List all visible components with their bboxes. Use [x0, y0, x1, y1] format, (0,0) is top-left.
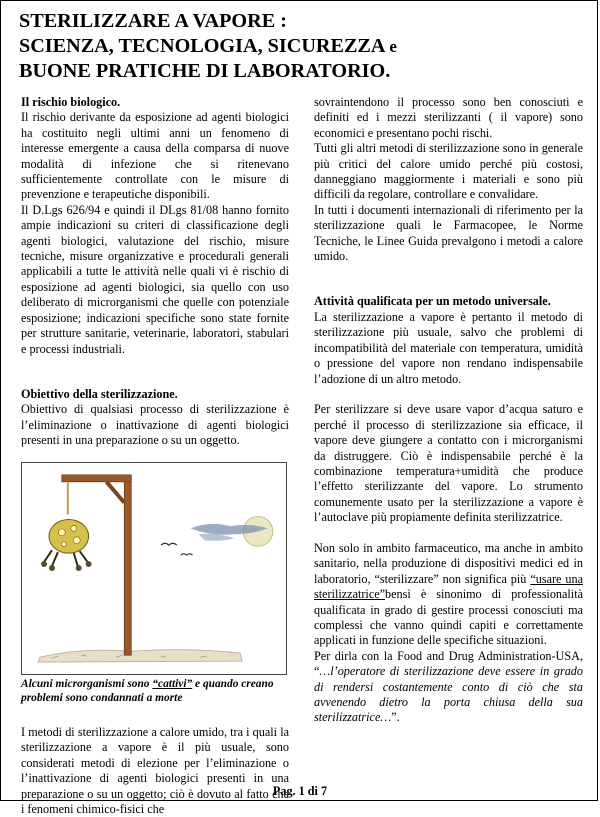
- page-title: [19, 9, 589, 84]
- paragraph-wet-heat-methods: I metodi di sterilizzazione a calore umido, tra i quali la sterilizzazione a vapore è il più usuale, sono considerati metodi di elezione per l’eliminazione o l’inattivazione di agenti biologici presenti in una preparazione o su un oggetto; ciò è dovuto al fatto che i fenomeni chimico-fisici che: [21, 724, 289, 816]
- paragraph-usual-method: La sterilizzazione a vapore è pertanto il metodo di sterilizzazione più usuale, salvo che problemi di incompatibilità del materiale con temperatura, umidità o pressione del vapore non rendano indispensabile l’adozione di un altro metodo.: [314, 309, 583, 386]
- professionalism-text-c: bensì è sinonimo di professionalità qualificata in grado di gestire processi conosciuti ma complessi che vanno quindi capiti e correttamente applicati in funzione delle specifiche situazioni.: [314, 587, 583, 648]
- right-column: [314, 95, 583, 726]
- paragraph-international-docs: In tutti i documenti internazionali di riferimento per la sterilizzazione quali le Farmacopee, le Norme Tecniche, le Linee Guida prevalgono i metodi a calore umido.: [314, 202, 583, 264]
- fda-text-c: ”.: [391, 710, 400, 725]
- heading-qualified-activity: Attività qualificata per un metodo universale.: [314, 294, 551, 309]
- paragraph-legislation: Il D.Lgs 626/94 e quindi il DLgs 81/08 hanno fornito ampie indicazioni su criteri di classificazione degli agenti biologici, valutazione del rischio, misure tecniche, misure organizzative e procedurali generali applicabili a tutte le attività nelle quali vi è rischio di esposizione ad agenti biologici, sia quello con uso deliberato di microrganismi che quelle con potenziale esposizione; indicazioni specifiche sono state fornite per strutture sanitarie, veterinarie, laboratori, stabulari e processi industriali.: [21, 202, 289, 356]
- professionalism-text-a: Non solo in ambito farmaceutico, ma anche in ambito sanitario, nella produzione di dispositivi medici ed in laboratorio, “sterilizzare” non significa più: [314, 540, 583, 586]
- illustration-caption: [21, 677, 289, 705]
- title-line-3: BUONE PRATICHE DI LABORATORIO.: [19, 60, 391, 82]
- paragraph-risk-intro: Il rischio derivante da esposizione ad agenti biologici ha costituito negli ultimi anni un fenomeno di interesse emergente a causa della comparsa di nuove modalità di infezione che si ritenevano sufficientemente controllate con le misure di prevenzione e terapeutiche disponibili.: [21, 110, 289, 202]
- paragraph-saturated-steam: Per sterilizzare si deve usare vapor d’acqua saturo e perché il processo di sterilizzazione sia efficace, il vapore deve giungere a contatto con i microrganismi da distruggere. Ciò è indispensabile perché è la combinazione temperatura+umidità che produce l’effetto sterilizzante del vapore. Lo strumento comunemente usato per la sterilizzazione a vapore è l’autoclave più propiamente definita sterilizzatrice.: [314, 402, 583, 525]
- title-line-2: SCIENZA, TECNOLOGIA, SICUREZZA: [19, 34, 390, 57]
- fda-quote-italic: …l’operatore di sterilizzazione deve essere in grado di rendersi costantemente conto di ciò che sta avvenendo dietro la porta chiusa della sua sterilizzatrice…: [314, 664, 583, 725]
- paragraph-other-methods: Tutti gli altri metodi di sterilizzazione sono in generale più critici del calore umido perché più costosi, danneggiano maggiormente i materiali e sono più difficili da regolare, controllare e convalidare.: [314, 141, 583, 202]
- gallows-microbe-illustration: [21, 462, 287, 675]
- paragraph-fda-quote: [314, 649, 583, 726]
- professionalism-underlined: “usare una sterilizzatrice”: [314, 571, 583, 602]
- fda-text-a: Per dirla con la Food and Drug Administration-USA, “: [314, 648, 583, 679]
- paragraph-processes: sovraintendono il processo sono ben conosciuti e definiti ed i mezzi sterilizzanti ( il vapore) sono economici e presentano pochi rischi.: [314, 95, 583, 140]
- title-line-1: STERILIZZARE A VAPORE :: [19, 10, 287, 32]
- paragraph-goal: Obiettivo di qualsiasi processo di sterilizzazione è l’eliminazione o inattivazione di agenti biologici presenti in una preparazione o su un oggetto.: [21, 402, 289, 448]
- caption-text-a: Alcuni microrganismi sono: [21, 677, 153, 690]
- title-line-2-e: e: [389, 36, 397, 56]
- heading-biological-risk: Il rischio biologico.: [21, 95, 121, 109]
- microbe-figure: [41, 519, 92, 571]
- heading-sterilization-goal: Obiettivo della sterilizzazione.: [21, 386, 178, 401]
- caption-text-c: e quando creano problemi sono condannati a morte: [21, 677, 274, 704]
- page-number-footer: Pag. 1 di 7: [272, 784, 328, 798]
- paragraph-professionalism: [314, 541, 583, 649]
- left-column: [21, 95, 289, 817]
- caption-text-b: “cattivi”: [152, 677, 193, 690]
